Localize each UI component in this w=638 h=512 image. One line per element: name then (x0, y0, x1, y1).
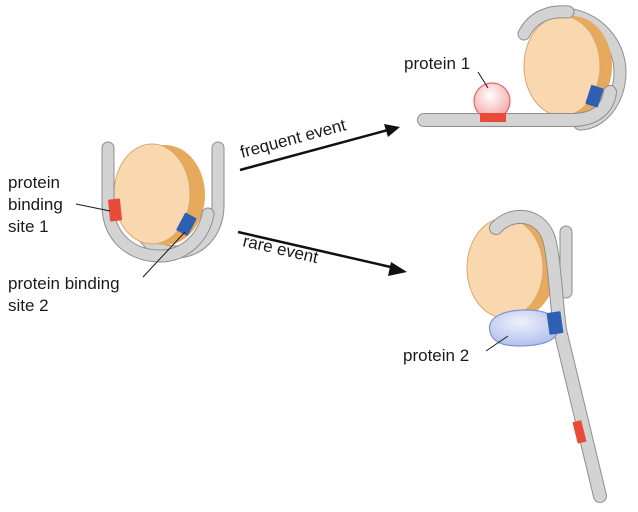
frequent-binding-site-1 (480, 113, 506, 122)
site1-label-line1: protein (8, 173, 60, 192)
frequent-event-label: frequent event (238, 115, 349, 162)
protein2-label: protein 2 (403, 346, 470, 365)
protein1-label: protein 1 (404, 54, 471, 73)
rare-nucleosome (467, 217, 600, 496)
left-nucleosome (108, 144, 218, 256)
left-binding-site-1 (108, 198, 122, 221)
site1-label-line2: binding (8, 195, 63, 214)
site2-label-line2: site 2 (8, 296, 49, 315)
site2-label-line1: protein binding (8, 274, 120, 293)
rare-histone (467, 218, 543, 318)
rare-event-label: rare event (241, 231, 320, 268)
site1-label-line3: site 1 (8, 217, 49, 236)
